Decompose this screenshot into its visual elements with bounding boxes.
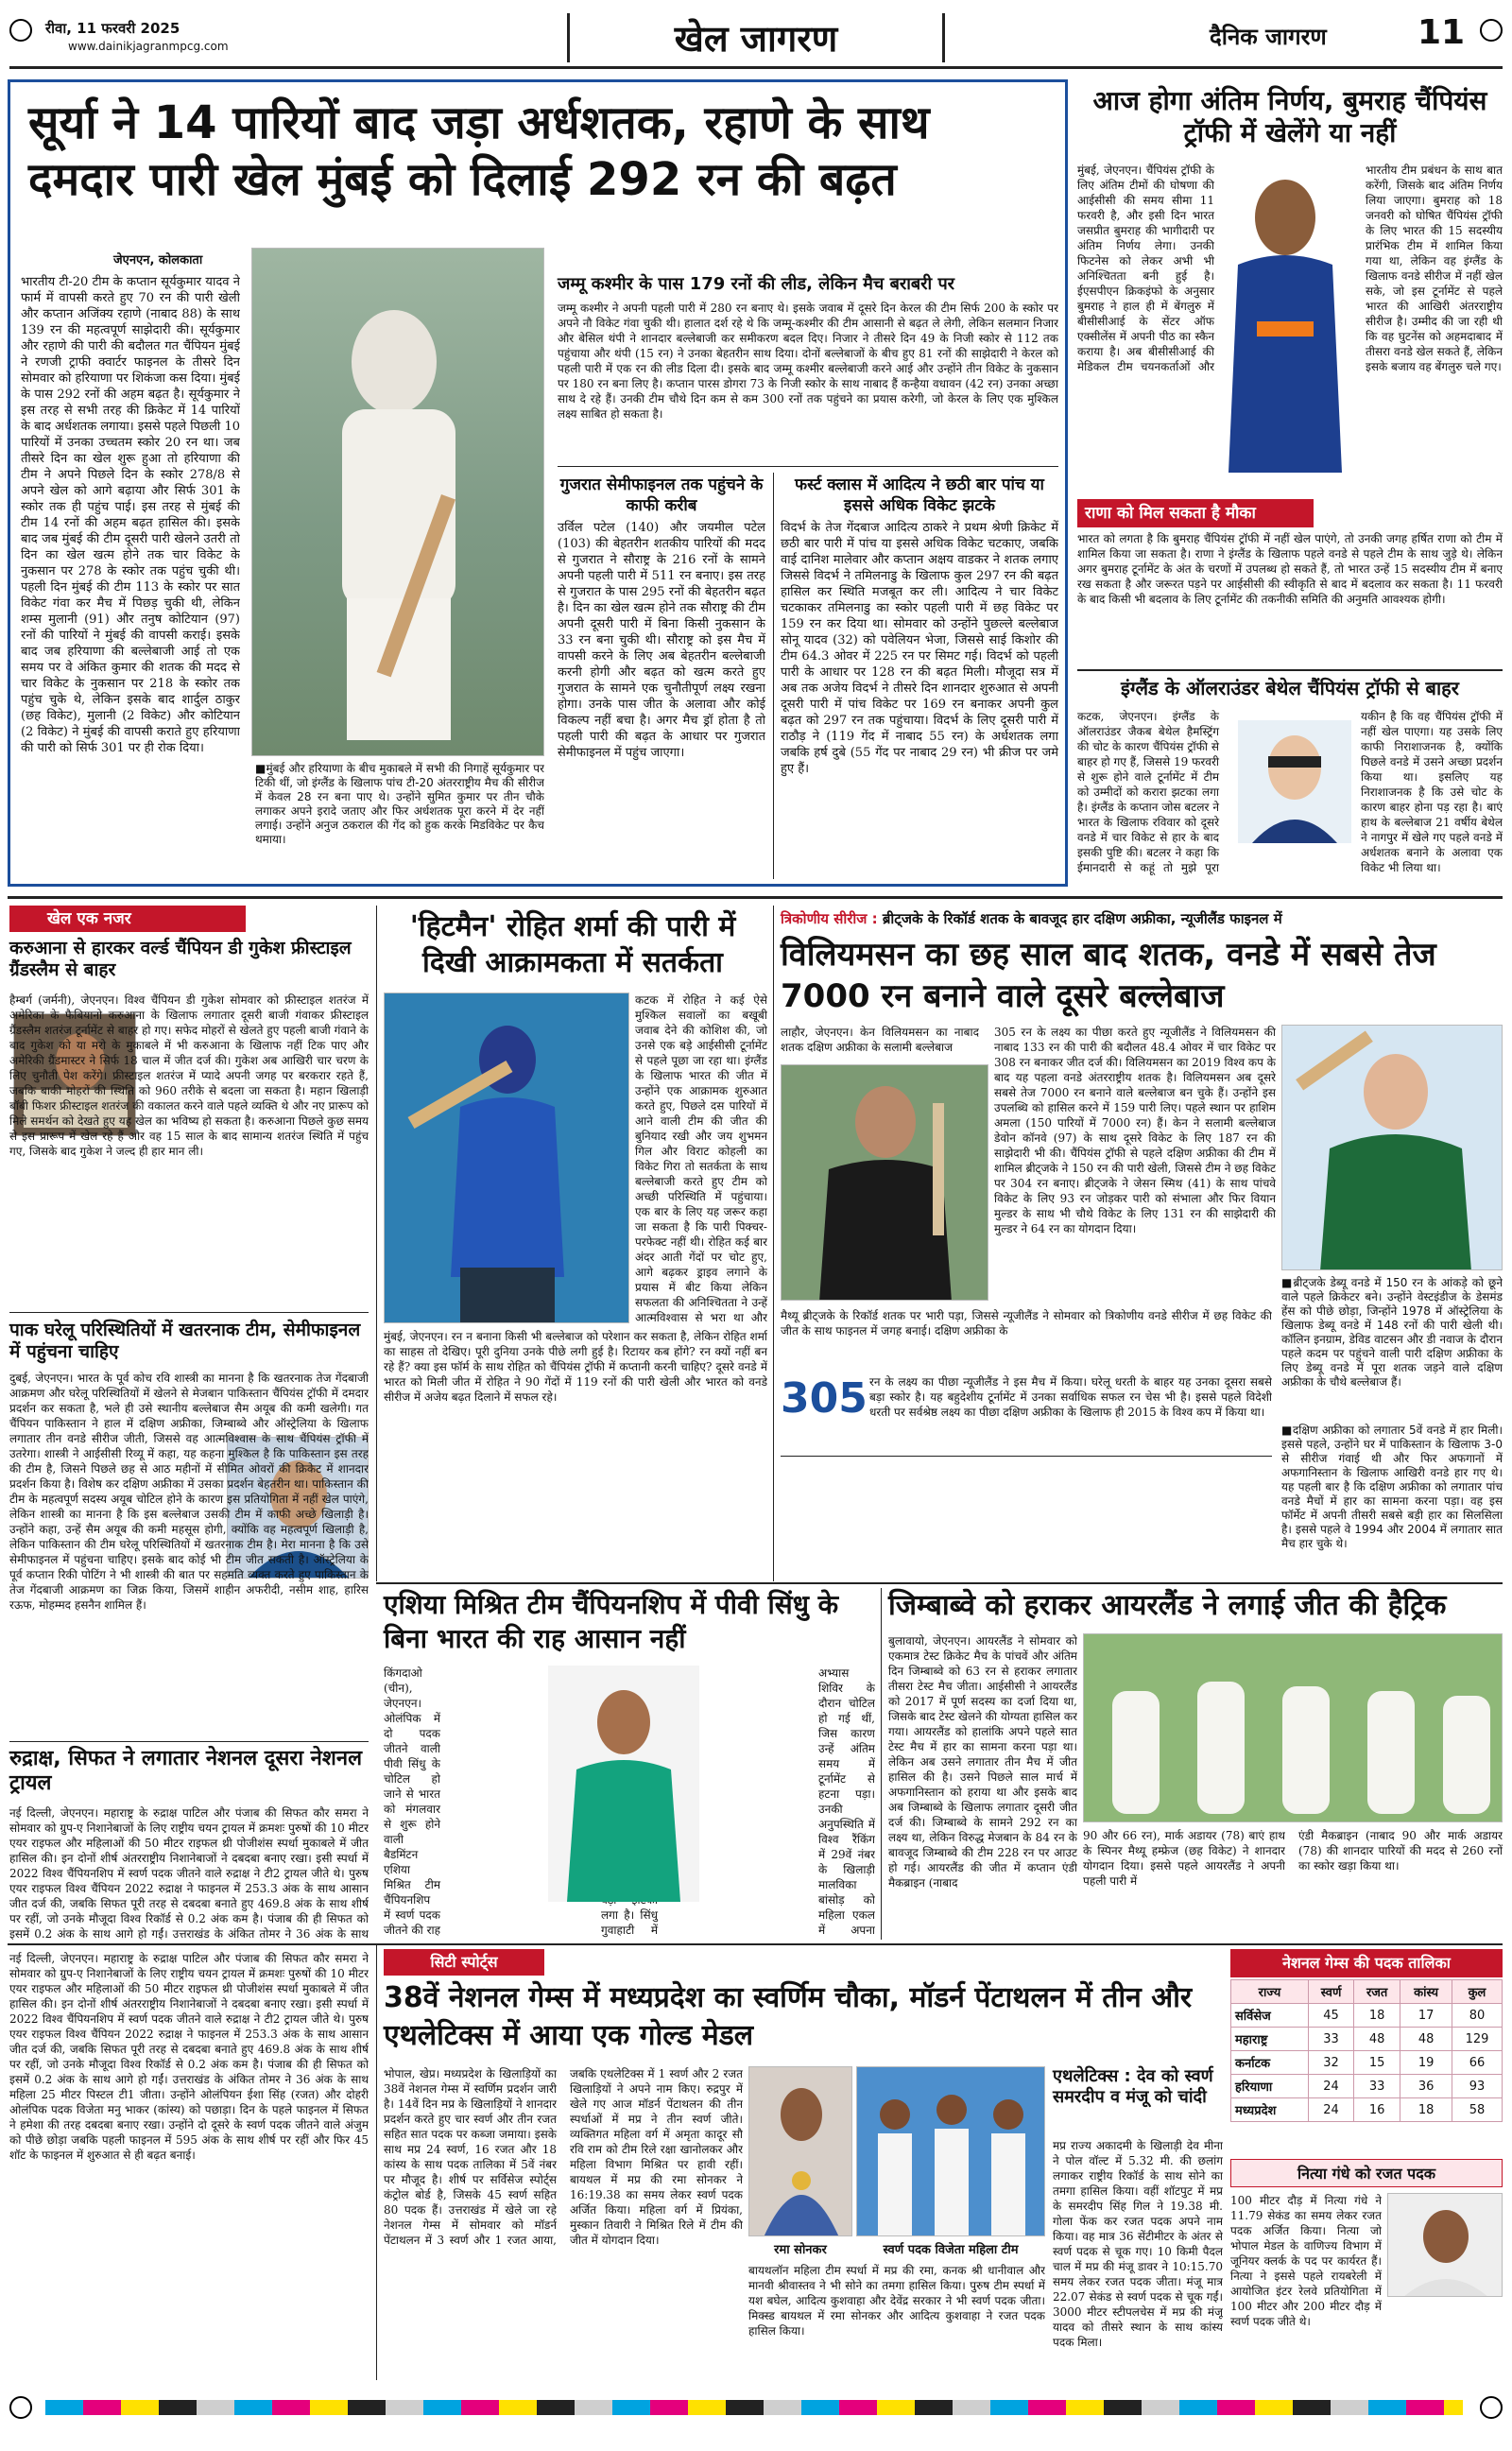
rama-sonkar-photo: [748, 2066, 852, 2236]
section-title: खेल जागरण: [567, 13, 945, 62]
kane-big-number: 305: [781, 1374, 868, 1423]
athletics-body: मप्र राज्य अकादमी के खिलाड़ी देव मीना ने पोल वॉल्ट में 5.32 मी. की छलांग लगाकर राष्ट्रीय रिकॉर्ड के साथ सोने का तमगा हासिल किया। वहीं शॉटपुट में मप्र के समरदीप सिंह गिल ने 19.38 मी. गोला फेंक कर रजत पदक अपने नाम किया। वह मात्र 36 सेंटीमीटर के अंतर से स्वर्ण पदक से चूक गए। 10 किमी पैदल चाल में मप्र की मंजू डावर ने 10:15.70 समय लेकर रजत पदक जीता। मंजू मात्र 22.07 सेकंड से स्वर्ण पदक से चूक गईं। 3000 मीटर स्टीपलचेस में मप्र की मंजू यादव को तीसरे स्थान के साथ कांस्य पदक मिला।: [1053, 2139, 1223, 2349]
jk-body: जम्मू कश्मीर ने अपनी पहली पारी में 280 रन बनाए थे। इसके जवाब में दूसरे दिन केरल की टीम सिर्फ 200 के स्कोर पर अपने नौ विकेट गंवा चुकी थी। हालात दर्श रहे थे कि जम्मू-कश्मीर की टीम आसानी से बढ़त ले लेगी, लेकिन सलमान निजार और बेसिल थंपी ने शानदार बल्लेबाजी कर समीकरण बदल दिए। निजार ने तीसरे दिन 49 के निजी स्कोर से 112 तक पहुंचाया और थंपी (15 रन) ने उनका बेहतरीन साथ दिया। दोनों बल्लेबाजों के बीच हुए 81 रनों की साझेदारी ने केरल को पहली पारी में एक रन की लीड दिला दी। इसके बाद जम्मू कश्मीर बल्लेबाजी करने आई और उन्होंने तीन विकेट के नुकसान पर 180 रन बना लिए है। कप्तान पारस डोगरा 73 के निजी स्कोर के साथ नाबाद हैं कन्हैया वधावन (42 रन) उनका अच्छा साथ दे रहे हैं। उनकी टीम चौथे दिन कम से कम 300 रनों तक पहुंचने का प्रयास करेगी, जो केरल के लिए एक मुश्किल लक्ष्य साबित हो सकता है।: [558, 302, 1058, 421]
cell: 33: [1354, 2075, 1400, 2098]
color-registration-strip: [0, 2387, 1512, 2451]
rudraksh-headline: रुद्राक्ष, सिफत ने लगातार नेशनल दूसरा नेशनल ट्रायल: [9, 1747, 362, 1796]
cell: 129: [1452, 2028, 1502, 2051]
gukesh-headline: करुआना से हारकर वर्ल्ड चैंपियन डी गुकेश फ्रीस्टाइल ग्रैंडस्लैम से बाहर: [9, 938, 352, 980]
zim-body: बुलावायो, जेएनएन। आयरलैंड ने सोमवार को एकमात्र टेस्ट क्रिकेट मैच के पांचवें और अंतिम दिन जिम्बाब्वे को 63 रन से हराकर लगातार तीसरा टेस्ट मैच जीता। आईसीसी ने आयरलैंड को 2017 में पूर्ण सदस्य का दर्जा दिया था, जिसके बाद टेस्ट खेलने की योग्यता हासिल कर गया। आयरलैंड को हालांकि अपने पहले सात टेस्ट मैच में हार का सामना करना पड़ा था। लेकिन अब उसने लगातार तीन मैच में जीत हासिल की है। उसने पिछले साल मार्च में अफगानिस्तान को हराया था और इसके बाद अब जिम्बाब्वे के खिलाफ लगातार दूसरी जीत दर्ज की। जिम्बाब्वे के सामने 292 रन का लक्ष्य था, लेकिन विरुद्ध मेजबान के 84 रन के बावजूद जिम्बाब्वे की टीम 228 रन पर आउट हो गई। आयरलैंड की जीत में कप्तान एंडी मैकब्राइन (नाबाद: [888, 1634, 1077, 1890]
cell: 19: [1400, 2051, 1452, 2075]
cell: महाराष्ट्र: [1231, 2028, 1309, 2051]
zim-body-2: 90 और 66 रन), मार्क अडायर (78) बाएं हाथ के स्पिनर मैथ्यू हम्फ्रेज (छह विकेट) ने शानदार योगदान दिया। इससे पहले आयरलैंड ने अपनी पहली पारी में: [1083, 1829, 1285, 1888]
zim-headline: जिम्बाब्वे को हराकर आयरलैंड ने लगाई जीत की हैट्रिक: [888, 1589, 1447, 1622]
cell: 45: [1309, 2004, 1354, 2028]
registration-mark-bottom-left: [9, 2396, 32, 2419]
medal-header-bronze: कांस्य: [1400, 1980, 1452, 2004]
shastri-body: दुबई, जेएनएन। भारत के पूर्व कोच रवि शास्त्री का मानना है कि खतरनाक तेज गेंदबाजी आक्रमण और घरेलू परिस्थितियों में खेलने से मेजबान पाकिस्तान चैंपियंस ट्रॉफी में दमदार प्रदर्शन कर सकता है, भले ही उसे स्थानीय बल्लेबाज सैम अयूब की कमी खलेगी। गत चैंपियन पाकिस्तान ने हाल में दक्षिण अफ्रीका, जिम्बाब्वे और ऑस्ट्रेलिया के खिलाफ लगातार तीन वनडे सीरीज जीती, जिससे वह आत्मविश्वास के साथ चैंपियंस ट्रॉफी में उतरेगा। शास्त्री ने आईसीसी रिव्यू में कहा, यह कहना मुश्किल है कि पाकिस्तान इस तरह की टीम है, जिसने पिछले छह से आठ महीनों में सीमित ओवरों की क्रिकेट में शानदार प्रदर्शन किया है। विशेष कर दक्षिण अफ्रीका में उसका प्रदर्शन बेहतरीन था। पाकिस्तान की टीम के महत्वपूर्ण सदस्य अयूब चोटिल होने के कारण इस प्रतियोगिता में नहीं खेल पाएंगे, लेकिन शास्त्री का मानना है कि इस बल्लेबाज उसकी टीम में काफी अच्छे खिलाड़ी है। उन्होंने कहा, उन्हें सैम अयूब की कमी महसूस होगी, क्योंकि वह महत्वपूर्ण खिलाड़ी है, लेकिन पाकिस्तान की टीम घरेलू परिस्थितियों में खतरनाक टीम है। मेरा मानना है कि उसे सेमीफाइनल में पहुंचना चाहिए। इसके बाद कोई भी टीम जीत सकती है। ऑस्ट्रेलिया के पूर्व कप्तान रिकी पोटिंग ने भी शास्त्री की बात पर सहमति व्यक्त करते हुए पाकिस्तान के तेज गेंदबाजी आक्रमण का जिक्र किया, जिसमें शाहीन अफरीदी, नसीम शाह, हारिस रऊफ, मोहम्मद हसनैन शामिल हैं।: [9, 1372, 369, 1612]
table-row: [1231, 2051, 1503, 2075]
bethell-body: कटक, जेएनएन। इंग्लैंड के ऑलराउंडर जैकब बेथेल हैमस्ट्रिंग की चोट के कारण चैंपियंस ट्रॉफी से बाहर हो गए हैं, जिससे 19 फरवरी से शुरू होने वाले टूर्नामेंट में टीम को उम्मीदों को करारा झटका लगा है। इंग्लैंड के कप्तान जोस बटलर ने भारत के खिलाफ रविवार को दूसरे वनडे में चार विकेट से हार के बाद इसकी पुष्टि की। बटलर ने कहा कि ईमानदारी से कहूं तो मुझे पूरा यकीन है कि वह चैंपियंस ट्रॉफी में नहीं खेल पाएगा। यह उसके लिए काफी निराशाजनक है, क्योंकि पिछले वनडे में उसने अच्छा प्रदर्शन किया था। इसलिए यह निराशाजनक है कि उसे चोट के कारण बाहर होना पड़ रहा है। बाएं हाथ के बल्लेबाज 21 वर्षीय बेथेल ने नागपुर में खेले गए पहले वनडे में अर्धशतक बनाने के अलावा एक विकेट भी लिया था।: [1077, 710, 1503, 874]
table-row: [1231, 2075, 1503, 2098]
team-caption: स्वर्ण पदक विजेता महिला टीम: [883, 2243, 1019, 2257]
cell: 58: [1452, 2098, 1502, 2122]
cell: कर्नाटक: [1231, 2051, 1309, 2075]
breetzke-caption: ■ ब्रीट्जके डेब्यू वनडे में 150 रन के आंकड़े को छूने वाले पहले क्रिकेटर बने। उन्होंने वेस्टइंडीज के डेसमंड हेंस को पीछे छोड़ा, जिन्होंने 1978 में ऑस्ट्रेलिया के खिलाफ डेब्यू वनडे में 148 रनों की पारी खेली थी। कॉलिन इनग्राम, डेविड वाटसन और डी नवाज के दौरान पहले कदम पर पहुंचने वाली पारी दक्षिण अफ्रीका के लिए डेब्यू वनडे में पूरा शतक जड़ने वाले दक्षिण अफ्रीका के चौथे बल्लेबाज हैं।: [1281, 1276, 1503, 1418]
kane-caption-2: रन के लक्ष्य का पीछा न्यूजीलैंड ने इस मैच में किया। घरेलू धरती के बाहर यह उनका दूसरा सबसे बड़ा स्कोर है। यह बहुदेशीय टूर्नामेंट में उनका सर्वाधिक सफल रन चेस भी है। इससे पहले विदेशी धरती पर सर्वश्रेष्ठ लक्ष्य का पीछा दक्षिण अफ्रीका के खिलाफ ही 2015 के विश्व कप में किया था।: [869, 1375, 1272, 1419]
registration-mark-left: [9, 19, 32, 42]
athletics-headline: एथलेटिक्स : देव को स्वर्ण समरदीप व मंजू को चांदी: [1053, 2066, 1213, 2107]
cell: 33: [1309, 2028, 1354, 2051]
kane-photo: [781, 1064, 988, 1301]
registration-mark-right: [1480, 19, 1503, 42]
kane-kicker-label: त्रिकोणीय सीरीज :: [781, 910, 878, 927]
header-website: www.dainikjagranmpcg.com: [68, 40, 229, 53]
nitya-body: 100 मीटर दौड़ में नित्या गंधे ने 11.79 सेकंड का समय लेकर रजत पदक अर्जित किया। नित्या जो भोपाल मेडल के वाणिज्य विभाग में जूनियर क्लर्क के पद पर कार्यरत हैं। नित्या ने इससे पहले रायबरेली में आयोजित इंटर रेलवे प्रतियोगिता में 100 मीटर और 200 मीटर दौड़ में स्वर्ण पदक जीते थे।: [1230, 2194, 1382, 2328]
medal-table: [1230, 1979, 1503, 2122]
sa-losses-caption: ■ दक्षिण अफ्रीका को लगातार 5वें वनडे में हार मिली। इससे पहले, उन्होंने घर में पाकिस्तान के खिलाफ 3-0 से सीरीज गंवाई थी और फिर अफगानों में अफगानिस्तान के खिलाफ आखिरी वनडे हार गए थे। यह पहली बार है कि दक्षिण अफ्रीका को लगातार पांच वनडे मैचों में हार का सामना करना पड़ा। वह इस फॉर्मेट में अपनी तीसरी सबसे बड़ी हार का सिलसिला है। इससे पहले वे 1994 और 2004 में लगातार सात मैच हार चुके थे।: [1281, 1424, 1503, 1575]
cell: 18: [1354, 2004, 1400, 2028]
first-class-headline: फर्स्ट क्लास में आदित्य ने छठी बार पांच या इससे अधिक विकेट झटके: [795, 475, 1044, 515]
cell: 80: [1452, 2004, 1502, 2028]
breetzke-photo: [1281, 1025, 1503, 1270]
medal-header-gold: स्वर्ण: [1309, 1980, 1354, 2004]
sindhu-body: किंगदाओ (चीन), जेएनएन। ओलंपिक में दो पदक जीतने वाली पीवी सिंधु के चोटिल हो जाने से भारत को मंगलवार से शुरू होने वाली बैडमिंटन एशिया मिश्रित टीम चैंपियनशिप में स्वर्ण पदक जीतने की राह लगा है। सिंधु गुवाहाटी में अभ्यास शिविर के दौरान चोटिल हो गई थीं, जिस कारण उन्हें अंतिम समय में टूर्नामेंट से हटना पड़ा। उनकी अनुपस्थिति में विश्व रैंकिंग में 29वें नंबर के खिलाड़ी मालविका बांसोड़ को महिला एकल में अपना: [384, 1666, 875, 1937]
lead-headline: सूर्या ने 14 पारियों बाद जड़ा अर्धशतक, रहाणे के साथ दमदार पारी खेल मुंबई को दिलाई 292 रन की बढ़त: [28, 96, 930, 206]
medal-header-silver: रजत: [1354, 1980, 1400, 2004]
shastri-headline: पाक घरेलू परिस्थितियों में खतरनाक टीम, सेमीफाइनल में पहुंचना चाहिए: [9, 1320, 361, 1362]
medal-header-total: कुल: [1452, 1980, 1502, 2004]
rohit-headline: 'हिटमैन' रोहित शर्मा की पारी में दिखी आक्रामकता में सतर्कता: [409, 910, 736, 979]
ireland-photo: [1083, 1633, 1503, 1822]
page-number: 11: [1418, 13, 1466, 52]
lead-byline: जेएनएन, कोलकाता: [113, 253, 203, 268]
mp-body-2: बायथलॉन महिला टीम स्पर्धा में मप्र की रमा, कनक श्री धानीवाल और मानवी श्रीवास्तव ने भी सोने का तमगा हासिल किया। पुरुष टीम स्पर्धा में यश बघेल, आदित्य कुशवाहा और देवेंद्र सरकार ने भी स्वर्ण पदक जीता। मिक्स्ड बायथल में रमा सोनकर और आदित्य कुशवाहा ने रजत पदक हासिल किया।: [748, 2264, 1045, 2338]
kane-kicker: [781, 909, 1503, 928]
jk-headline: जम्मू कश्मीर के पास 179 रनों की लीड, लेकिन मैच बराबरी पर: [558, 274, 955, 294]
gujarat-body: उर्विल पटेल (140) और जयमील पटेल (103) की बेहतरीन शतकीय पारियों की मदद से गुजरात ने सौराष्ट्र के 216 रनों के सामने अपनी पहली पारी में 511 रन बनाए। इस तरह से गुजरात के पास 295 रनों की बेहतरीन बढ़त है। दिन का खेल खत्म होने तक सौराष्ट्र की टीम अपनी दूसरी पारी में बिना किसी नुकसान के 33 रन बना चुकी थी। सौराष्ट्र को इस मैच में वापसी करने के लिए अब बेहतरीन बल्लेबाजी करनी होगी और बढ़त को खत्म करते हुए गुजरात के सामने एक चुनौतीपूर्ण लक्ष्य रखना होगा। उनके पास जीत के अलावा और कोई विकल्प नहीं बचा है। अगर मैच ड्रॉ होता है तो पहली पारी की बढ़त के आधार पर गुजरात सेमीफाइनल में पहुंच जाएगा।: [558, 521, 765, 760]
kane-headline: विलियमसन का छह साल बाद शतक, वनडे में सबसे तेज 7000 रन बनाने वाले दूसरे बल्लेबाज: [781, 936, 1436, 1015]
rama-caption: रमा सोनकर: [774, 2243, 827, 2257]
page-header: [0, 0, 1512, 74]
bumrah-headline: आज होगा अंतिम निर्णय, बुमराह चैंपियंस ट्रॉफी में खेलेंगे या नहीं: [1092, 85, 1487, 148]
mp-headline: 38वें नेशनल गेम्स में मध्यप्रदेश का स्वर्णिम चौका, मॉडर्न पेंटाथलन में तीन और एथलेटिक्स में आया एक गोल्ड मेडल: [384, 1981, 1193, 2052]
cell: 24: [1309, 2075, 1354, 2098]
first-class-body: विदर्भ के तेज गेंदबाज आदित्य ठाकरे ने प्रथम श्रेणी क्रिकेट में छठी बार पारी में पांच या इससे अधिक विकेट चटकाए, जबकि वाई दानिश मालेवार और कप्तान अक्षय वाडकर ने शतक लगाए जिससे विदर्भ ने तमिलनाडु के खिलाफ कुल 297 रन की बढ़त हासिल कर स्थिति मजबूत कर ली। आदित्य ने चार विकेट चटकाकर तमिलनाडु का स्कोर पहली पारी में छह विकेट पर 159 रन कर दिया था। सोमवार को उन्होंने पुछल्ले बल्लेबाज सोनू यादव (32) को पवेलियन भेजा, जिससे साई किशोर की टीम 64.3 ओवर में 225 रन पर सिमट गई। विदर्भ को पहली पारी के आधार पर 128 रन की बढ़त मिली। मौजूदा सत्र में अब तक अजेय विदर्भ ने तीसरे दिन शानदार शुरुआत से अपनी दूसरी पारी में पांच विकेट पर 169 रन बनाकर अपनी कुल बढ़त को 297 रन तक पहुंचाया। विदर्भ के लिए दूसरी पारी में राठौड़ ने (119 गेंद में नाबाद 55 रन) के अर्धशतक लगा जबकि हर्ष दुबे (55 गेंद पर नाबाद 29 रन) भी क्रीज पर जमे हुए हैं।: [781, 521, 1058, 776]
cell: सर्विसेज: [1231, 2004, 1309, 2028]
cell: 18: [1400, 2098, 1452, 2122]
cell: 36: [1400, 2075, 1452, 2098]
kane-body-intro: लाहौर, जेएनएन। केन विलियमसन का नाबाद शतक दक्षिण अफ्रीका के सलामी बल्लेबाज: [781, 1026, 979, 1054]
cell: मध्यप्रदेश: [1231, 2098, 1309, 2122]
lead-body: भारतीय टी-20 टीम के कप्तान सूर्यकुमार यादव ने फार्म में वापसी करते हुए 70 रन की पारी खेली और कप्तान अजिंक्य रहाणे (नाबाद 88) के साथ 139 रन की महत्वपूर्ण साझेदारी की। सूर्यकुमार और रहाणे की पारी की बदौलत गत चैंपियन मुंबई ने रणजी ट्राफी क्वार्टर फाइनल के तीसरे दिन सोमवार को हरियाणा पर शिकंजा कस दिया। मुंबई के पास 292 रनों की अहम बढ़त है। सूर्यकुमार ने इस तरह से सभी तरह की क्रिकेट में 14 पारियों के बाद अर्धशतक लगाया। इससे पहले पिछली 10 पारियों में उनका उच्चतम स्कोर 20 रन था। जब तीसरे दिन का खेल शुरू हुआ तो हरियाणा की टीम ने अपने पिछले दिन के स्कोर 278/8 से अपने खेल को आगे बढ़ाया और सिर्फ 301 के स्कोर तक ही पहुंच पाई। इस तरह से मुंबई की टीम 14 रनों की अहम बढ़त हासिल की। इसके बाद जब मुंबई की टीम दूसरी पारी खेलने उतरी तो दिन का खेल खत्म होने तक चार विकेट के नुकसान पर 278 के स्कोर तक पहुंच चुकी थी। पहली दिन मुंबई की टीम 113 के स्कोर पर सात विकेट गंवा कर मैच में पिछड़ चुकी थी, लेकिन शम्स मुलानी (91) और तनुष कोटियान (97) रनों की पारियों ने मुंबई की वापसी कराई। इसके बाद जब हरियाणा की बल्लेबाजी आई तो एक समय पर वे अंकित कुमार की शतक की मदद से चार विकेट के नुकसान पर 218 के स्कोर तक पहुंच चुके थे, लेकिन इसके बाद शार्दुल ठाकुर (छह विकेट), मुलानी (2 विकेट) और कोटियान (2 विकेट) ने मुंबई की वापसी कराते हुए हरियाणा की पारी को सिर्फ 301 पर ही रोक दिया।: [21, 275, 240, 755]
rohit-body-bottom: मुंबई, जेएनएन। रन न बनाना किसी भी बल्लेबाज को परेशान कर सकता है, लेकिन रोहित शर्मा का साहस तो देखिए। पूरी दुनिया उनके पीछे लगी हुई है। रिटायर कब होंगे? रन क्यों नहीं बन रहे हैं? क्या इस फॉर्म के साथ रोहित को चैंपियंस ट्रॉफी में कप्तानी करनी चाहिए? दूसरे वनडे में भारत को मिली जीत में रोहित ने 90 गेंदों में 119 रनों की पारी खेली और भारत को वनडे सीरीज में अजेय बढ़त दिलाने में सफल रहे।: [384, 1330, 767, 1404]
color-strip: [45, 2400, 1463, 2415]
paper-name: दैनिक जागरण: [1210, 24, 1327, 50]
bethell-headline: इंग्लैंड के ऑलराउंडर बेथेल चैंपियंस ट्रॉफी से बाहर: [1121, 677, 1459, 699]
rana-bar: राणा को मिल सकता है मौका: [1077, 499, 1314, 527]
kane-kicker-text: ब्रीट्जके के रिकॉर्ड शतक के बावजूद हार दक्षिण अफ्रीका, न्यूजीलैंड फाइनल में: [882, 910, 1282, 927]
zim-body-3: एंडी मैकब्राइन (नाबाद 90 और मार्क अडायर (78) की शानदार पारियों की मदद से 260 रनों का स्कोर खड़ा किया था।: [1298, 1829, 1503, 1873]
nitya-headline: नित्या गंधे को रजत पदक: [1230, 2159, 1503, 2187]
header-date: रीवा, 11 फरवरी 2025: [45, 20, 180, 37]
cell: 48: [1400, 2028, 1452, 2051]
table-row: [1231, 2028, 1503, 2051]
sindhu-headline: एशिया मिश्रित टीम चैंपियनशिप में पीवी सिंधु के बिना भारत की राह आसान नहीं: [384, 1589, 839, 1654]
table-row: [1231, 2004, 1503, 2028]
rudraksh-body-continued: नई दिल्ली, जेएनएन। महाराष्ट्र के रुद्राक्ष पाटिल और पंजाब की सिफत कौर समरा ने सोमवार को ग्रुप-ए निशानेबाजों के लिए राष्ट्रीय चयन ट्रायल में क्रमशः पुरुषों की 10 मीटर एयर राइफल और महिलाओं की 50 मीटर राइफल थ्री पोजीशंस स्पर्धा मुकाबले में जीत हासिल की। इन दोनों शीर्ष अंतरराष्ट्रीय निशानेबाजों ने दबदबा बनाए रखा। इसी स्पर्धा में 2022 विश्व चैंपियनशिप में स्वर्ण पदक जीतने वाले रुद्राक्ष ने टी2 ट्रायल जीते थे। पुरुष एयर राइफल विश्व चैंपियन 2022 रुद्राक्ष ने फाइनल में 253.3 अंक के साथ आसान जीत दर्ज की, जबकि सिफत पूरी तरह से दबदबा बनाते हुए 469.8 अंक के साथ शीर्ष पर रहीं, जो उनके मौजूदा विश्व रिकॉर्ड से 0.2 अंक कम है। पंजाब की ही सिफत को इसमें 0.2 अंक के साथ आगे हो गईं। उत्तराखंड के अंकित तोमर ने 36 अंक के साथ महिला 25 मीटर पिस्टल टी1 जीता। उन्होंने ओलंपियन ईशा सिंह (रजत) और दोहरी ओलंपिक पदक विजेता मनु भाकर (कांस्य) को पछाड़ा। दिन के पहले फाइनल में सिफत ने हमेशा की तरह दबदबा बनाए रखा। उन्होंने दो दूसरे के स्वर्ण पदक जीतने वाले अंजुम को पीछे छोड़ा जबकि पहली फाइनल में 595 अंक के साथ शीर्ष पर रहीं और फिर 45 शॉट के फाइनल में शुरुआत से ही बढ़त बनाई।: [9, 1952, 369, 2162]
bumrah-body: मुंबई, जेएनएन। चैंपियंस ट्रॉफी के लिए अंतिम टीमों की घोषणा की आईसीसी की समय सीमा 11 फरवरी है, और इसी दिन भारत जसप्रीत बुमराह की भागीदारी पर अंतिम निर्णय लेगा। उनकी फिटनेस को लेकर अभी भी अनिश्चितता बनी हुई है। ईएसपीएन क्रिकइंफो के अनुसार बुमराह ने हाल ही में बेंगलुरु में बीसीसीआई के सेंटर ऑफ एक्सीलेंस में अपनी पीठ का स्कैन कराया है। अब बीसीसीआई की मेडिकल टीम चयनकर्ताओं और भारतीय टीम प्रबंधन के साथ बात करेंगी, जिसके बाद अंतिम निर्णय लिया जाएगा। बुमराह को 18 जनवरी को घोषित चैंपियंस ट्रॉफी के लिए भारत की 15 सदस्यीय प्रारंभिक टीम में शामिल किया गया था, लेकिन वह इंग्लैंड के खिलाफ वनडे सीरीज में नहीं खेल सके, जो इस टूर्नामेंट से पहले भारत की आखिरी अंतरराष्ट्रीय सीरीज है। उम्मीद की जा रही थी कि वह घुटनेंस को अहमदाबाद में तीसरा वनडे खेल सकते हैं, लेकिन इसके बजाय वह बेंगलुरु चले गए।: [1077, 164, 1503, 373]
suryakumar-photo: [251, 248, 544, 756]
women-team-photo: [856, 2066, 1045, 2236]
rana-body: भारत को लगता है कि बुमराह चैंपियंस ट्रॉफी में नहीं खेल पाएंगे, तो उनकी जगह हर्षित राणा को टीम में शामिल किया जा सकता है। राणा ने इंग्लैंड के खिलाफ पहले वनडे से पहले टीम के साथ जुड़े थे। लेकिन अगर बुमराह टूर्नामेंट के अंत के चरणों में उपलब्ध हो सकते हैं, तो भारत उन्हें 15 सदस्यीय टीम में बनाए रख सकता है और जरूरत पड़ने पर आईसीसी की स्वीकृति से बाद में बदलाव कर सकता है। 11 फरवरी के बाद किसी भी बदलाव के लिए टूर्नामेंट की तकनीकी समिति की अनुमति आवश्यक होगी।: [1077, 532, 1503, 606]
cell: 17: [1400, 2004, 1452, 2028]
kane-caption-1: मैथ्यू ब्रीट्जके के रिकॉर्ड शतक पर भारी पड़ा, जिससे न्यूजीलैंड ने सोमवार को त्रिकोणीय वनडे सीरीज में छह विकेट की जीत के साथ फाइनल में जगह बनाई। दक्षिण अफ्रीका के: [781, 1309, 1272, 1338]
rohit-body: कटक में रोहित ने कई ऐसे मुश्किल सवालों का बखूबी जवाब देने की कोशिश की, जो उनसे एक बड़े आईसीसी टूर्नामेंट से पहले पूछा जा रहा था। इंग्लैंड के खिलाफ भारत की जीत में उन्होंने एक आक्रामक शुरुआत करते हुए, पिछले दस पारियों में आने वाली टीम की जीत की बुनियाद रखी और जय शुभमन गिल और विराट कोहली का विकेट गिरा तो सतर्कता के साथ बल्लेबाजी करते हुए टीम को अच्छी परिस्थिति में पहुंचाया। एक बार के लिए यह जरूर कहा जा सकता है कि पारी पिक्चर-परफेक्ट नहीं थी। रोहित कई बार अंदर आती गेंदों पर चोट हुए, आगे बढ़कर ड्राइव लगाने के प्रयास में बीट किया लेकिन सफलता की अनिश्चितता ने उन्हें आत्मविश्वास से भरा था और: [635, 993, 767, 1323]
medal-header-state: राज्य: [1231, 1980, 1309, 2004]
mp-body: भोपाल, खेप्र। मध्यप्रदेश के खिलाड़ियों का 38वें नेशनल गेम्स में स्वर्णिम प्रदर्शन जारी है। 14वें दिन मप्र के खिलाड़ियों ने शानदार प्रदर्शन करते हुए चार स्वर्ण और तीन रजत सहित सात पदक पर कब्जा जमाया। इसके साथ मप्र 24 स्वर्ण, 16 रजत और 18 कांस्य के साथ पदक तालिका में 5वें नंबर पर मौजूद है। शीर्ष पर सर्विसेज स्पोर्ट्स कंट्रोल बोर्ड है, जिसके 45 स्वर्ण सहित 80 पदक हैं। उत्तराखंड में खेले जा रहे नेशनल गेम्स में सोमवार को मॉडर्न पेंटाथलन में 3 स्वर्ण और 1 रजत आया, जबकि एथलेटिक्स में 1 स्वर्ण और 2 रजत खिलाड़ियों ने अपने नाम किए। रुद्रपुर में खेले गए आज मॉडर्न पेंटाथलन की तीन स्पर्धाओं में मप्र ने तीन स्वर्ण जीते। व्यक्तिगत महिला वर्ग में अमृता कादूर सौ रवि राम को टीम रिले रक्षा खानोलकर और महिला विभाग मिश्रित पर हावी रहीं। बायथल में मप्र की रमा सोनकर ने 16:19.38 का समय लेकर स्वर्ण पदक अर्जित किया। महिला वर्ग में प्रियंका, मुस्कान तिवारी ने मिश्रित रिले में टीम की जीत में योगदान दिया।: [384, 2067, 743, 2247]
medal-table-title: नेशनल गेम्स की पदक तालिका: [1230, 1949, 1503, 1977]
city-sports-tag: सिटी स्पोर्ट्स: [384, 1949, 544, 1976]
cell: 66: [1452, 2051, 1502, 2075]
kane-body: 305 रन के लक्ष्य का पीछा करते हुए न्यूजीलैंड ने विलियमसन की नाबाद 133 रन की पारी की बदौलत 48.4 ओवर में चार विकेट पर 308 रन बनाकर जीत दर्ज की। विलियमसन का 2019 विश्व कप के बाद यह पहला वनडे अंतरराष्ट्रीय शतक है। विलियमसन अब दूसरे सबसे तेज 7000 रन बनाने वाले बल्लेबाज बन चुके हैं। उन्होंने इस उपलब्धि को हासिल करने में 159 पारी लिए। पहले स्थान पर हाशिम अमला (150 पारियों में 7000 रन) हैं। केन ने सलामी बल्लेबाज डेवोन कॉनवे (97) के साथ दूसरे विकेट के लिए 187 रन की साझेदारी भी की। चैंपियंस ट्रॉफी से पहले दक्षिण अफ्रीका की टीम में शामिल ब्रीट्जके ने 150 रन की पारी खेली, जिससे टीम ने छह विकेट पर 304 रन बनाए। ब्रीट्जके ने जेसन स्मिथ (41) के साथ पांचवे विकेट के लिए 93 रन जोड़कर पारी को संभाला और फिर वियान मुल्डर के साथ भी चौथे विकेट के लिए 131 रन की साझेदारी की मुल्डर ने 64 रन का योगदान दिया।: [994, 1026, 1276, 1235]
rohit-photo: [384, 992, 629, 1323]
rudraksh-body-cont: [9, 1951, 369, 2374]
nitya-photo: [1387, 2193, 1503, 2297]
registration-mark-bottom-right: [1480, 2396, 1503, 2419]
cell: 32: [1309, 2051, 1354, 2075]
khel-ek-nazar-tag: खेल एक नजर: [9, 906, 246, 932]
lead-photo-caption: ■ मुंबई और हरियाणा के बीच मुकाबले में सभी की निगाहें सूर्यकुमार पर टिकी थीं, जो इंग्लैंड के खिलाफ पांच टी-20 अंतरराष्ट्रीय मैच की सीरीज में केवल 28 रन बना पाए थे। उन्होंने सुमित कुमार पर तीन चौके लगाकर अपने इरादे जताए और फिर अर्धशतक पूरा करने में देर नहीं लगाई। उन्होंने अनुज ठकराल की गेंद को हुक करके मिडविकेट पर कैच थमाया।: [255, 762, 544, 883]
gujarat-headline: गुजरात सेमीफाइनल तक पहुंचने के काफी करीब: [559, 475, 764, 515]
cell: 48: [1354, 2028, 1400, 2051]
cell: 16: [1354, 2098, 1400, 2122]
rudraksh-body: नई दिल्ली, जेएनएन। महाराष्ट्र के रुद्राक्ष पाटिल और पंजाब की सिफत कौर समरा ने सोमवार को ग्रुप-ए निशानेबाजों के लिए राष्ट्रीय चयन ट्रायल में क्रमशः पुरुषों की 10 मीटर एयर राइफल और महिलाओं की 50 मीटर राइफल थ्री पोजीशंस स्पर्धा मुकाबले में जीत हासिल की। इन दोनों शीर्ष अंतरराष्ट्रीय निशानेबाजों ने दबदबा बनाए रखा। इसी स्पर्धा में 2022 विश्व चैंपियनशिप में स्वर्ण पदक जीतने वाले रुद्राक्ष ने टी2 ट्रायल जीते थे। पुरुष एयर राइफल विश्व चैंपियन 2022 रुद्राक्ष ने फाइनल में 253.3 अंक के साथ आसान जीत दर्ज की, जबकि सिफत पूरी तरह से दबदबा बनाते हुए 469.8 अंक के साथ शीर्ष पर रहीं, जो उनके मौजूदा विश्व रिकॉर्ड से 0.2 अंक कम है। पंजाब की ही सिफत को इसमें 0.2 अंक के साथ आगे हो गईं। उत्तराखंड के अंकित तोमर ने 36 अंक के साथ: [9, 1806, 369, 1940]
cell: 24: [1309, 2098, 1354, 2122]
cell: हरियाणा: [1231, 2075, 1309, 2098]
cell: 93: [1452, 2075, 1502, 2098]
gukesh-body: हैम्बर्ग (जर्मनी), जेएनएन। विश्व चैंपियन डी गुकेश सोमवार को फ्रीस्टाइल शतरंज में अमेरिका के फैबियानो करुआना के खिलाफ लगातार दूसरी बाजी गंवाकर फ्रीस्टाइल ग्रैंडस्लैम शतरंज टूर्नामेंट से बाहर हो गए। सफेद मोहरों से खेलते हुए पहली बाजी गंवाने के बाद गुकेश को या मरो के मुकाबले में भी करुआना के खिलाफ नहीं टिक पाए और अमेरिकी ग्रैंडमास्टर ने सिर्फ 18 चाल में जीत दर्ज की। गुकेश अब आखिरी चार चरण के लिए चुनौती पेश करेंगे। फ्रीस्टाइल शतरंज में प्यादे अपनी जगह पर बरकरार रहते हैं, जबकि बाकी मोहरों की स्थिति को 960 तरीके से बदला जा सकता है। महान खिलाड़ी बॉबी फिशर फ्रीस्टाइल शतरंज की वकालत करने वाले पहले व्यक्ति थे और नए प्रारूप को मिले समर्थन को देखते हुए यह खेल का भविष्य हो सकता है। करुआना पिछले कुछ समय से इस प्रारूप में खेल रहे हैं और वह 15 साल के बाद सामान्य शतरंज स्थिति में पहुंच गए, जिसके बाद गुकेश ने जल्द ही हार मान ली।: [9, 993, 369, 1158]
cell: 15: [1354, 2051, 1400, 2075]
table-row: [1231, 2098, 1503, 2122]
sindhu-photo: [548, 1666, 699, 1902]
